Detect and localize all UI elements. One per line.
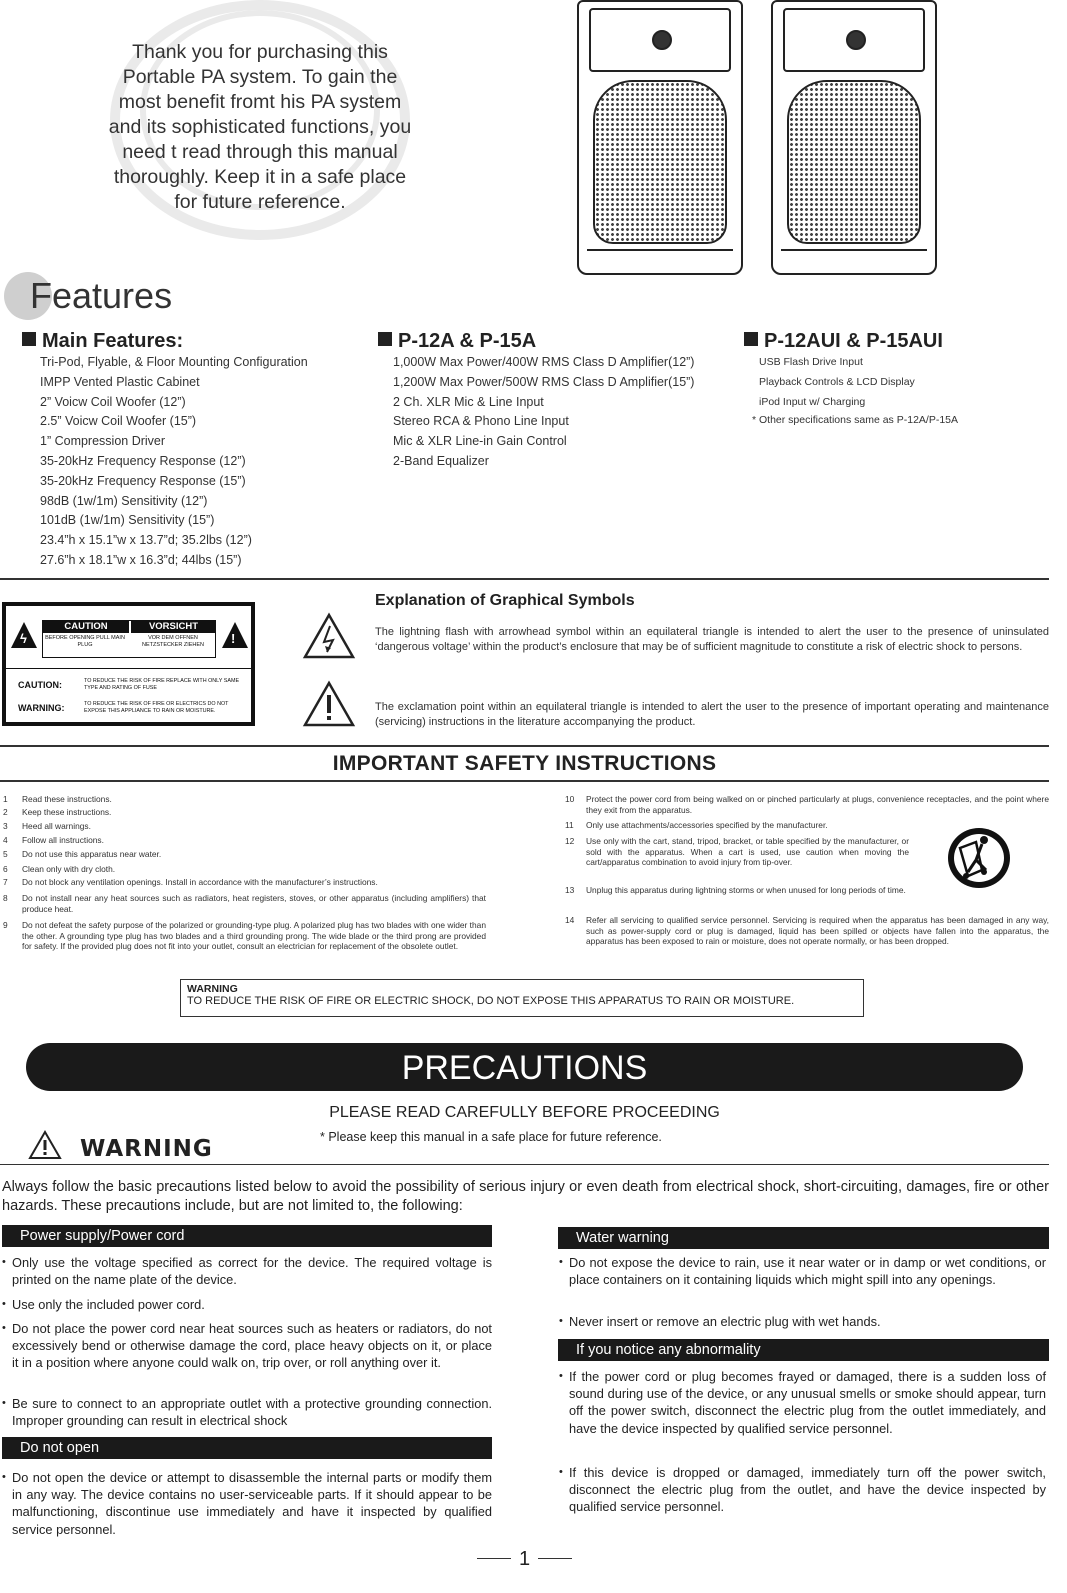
- safety-item: 3 Heed all warnings.: [3, 821, 91, 831]
- main-features-heading: Main Features:: [22, 330, 183, 353]
- warning-label-text: WARNING:: [18, 703, 65, 713]
- list-item: 1,200W Max Power/500W RMS Class D Amplifier(15”): [393, 374, 695, 389]
- lightning-triangle-icon: [302, 612, 356, 660]
- water-heading-bar: Water warning: [558, 1227, 1049, 1249]
- exclamation-triangle-icon: [302, 680, 356, 728]
- divider: [0, 780, 1049, 782]
- caution-header: CAUTION: [43, 621, 129, 633]
- safety-item: 2 Keep these instructions.: [3, 807, 112, 817]
- safety-item: 12 Use only with the cart, stand, tripod, bracket, or table specified by the manufacturer, or sold with the apparatus. When a cart is used, use caution when moving the cart/apparatus combination to avoid injury from tip-over.: [565, 836, 909, 868]
- safety-title: IMPORTANT SAFETY INSTRUCTIONS: [332, 752, 717, 775]
- safety-item: 10 Protect the power cord from being walked on or pinched particularly at plugs, convenience receptacles, and the point where they exit from the apparatus.: [565, 794, 1049, 815]
- abnormality-item: • If the power cord or plug becomes frayed or damaged, there is a sudden loss of sound during use of the device, or any unusual smells or smoke should appear, turn off the power switch, disconnect the electric plug from the outlet immediately, and have the device inspected by qualified service personnel.: [559, 1368, 1046, 1437]
- list-item: 1” Compression Driver: [40, 434, 166, 449]
- abnormality-item: • If this device is dropped or damaged, immediately turn off the power switch, disconnect the electric plug from the outlet, and have the device inspected by qualified service personnel.: [559, 1464, 1046, 1516]
- warning-box-title: WARNING: [187, 983, 238, 995]
- list-item: 98dB (1w/1m) Sensitivity (12”): [40, 493, 208, 508]
- features-title: Features: [30, 275, 173, 316]
- lightning-explanation: The lightning flash with arrowhead symbol within an equilateral triangle is intended to alert the user to the presence of uninsulated ‘dangerous voltage’ within the product’s enclosure that may be of sufficient magnitude to constitute a risk of electric shock to persons.: [375, 626, 1049, 653]
- warning-heading: WARNING: [80, 1136, 213, 1162]
- p12aui-note: * Other specifications same as P-12A/P-15A: [752, 414, 959, 426]
- list-item: 2-Band Equalizer: [393, 453, 489, 468]
- safety-item: 11 Only use attachments/accessories specified by the manufacturer.: [565, 820, 828, 830]
- power-heading-bar: Power supply/Power cord: [2, 1225, 492, 1247]
- precautions-intro: Always follow the basic precautions listed below to avoid the possibility of serious injury or even death from electrical shock, short-circuiting, damages, fire or other hazards. These precautions include, but are not limited to, the following:: [2, 1179, 1049, 1214]
- list-item: 35-20kHz Frequency Response (15”): [40, 473, 246, 488]
- water-item: • Do not expose the device to rain, use it near water or in damp or wet conditions, or place containers on it containing liquids which might spill into any openings.: [559, 1254, 1046, 1288]
- speaker-image: [577, 0, 743, 275]
- safety-item: 13 Unplug this apparatus during lightning storms or when unused for long periods of time.: [565, 885, 906, 895]
- vorsicht-header: VORSICHT: [131, 621, 216, 633]
- main-features-list: [40, 353, 308, 571]
- warning-text: TO REDUCE THE RISK OF FIRE OR ELECTRICS DO NOT EXPOSE THIS APPLIANCE TO RAIN OR MOISTURE.: [84, 701, 229, 714]
- vorsicht-sub: VOR DEM OFFNEN NETZSTECKER ZIEHEN: [141, 635, 205, 648]
- list-item: 23.4”h x 15.1”w x 13.7”d; 35.2lbs (12”): [40, 533, 252, 548]
- list-item: Mic & XLR Line-in Gain Control: [393, 434, 567, 449]
- precautions-subtitle: PLEASE READ CAREFULLY BEFORE PROCEEDING: [329, 1104, 720, 1121]
- power-item: • Be sure to connect to an appropriate outlet with a protective grounding connection. Improper grounding can result in electrical shock: [2, 1395, 492, 1429]
- caution-text: TO REDUCE THE RISK OF FIRE REPLACE WITH ONLY SAME TYPE AND RATING OF FUSE: [84, 678, 240, 691]
- divider: [0, 745, 1049, 747]
- safety-item: 4 Follow all instructions.: [3, 835, 104, 845]
- safety-item: 6 Clean only with dry cloth.: [3, 864, 116, 874]
- list-item: IMPP Vented Plastic Cabinet: [40, 374, 200, 389]
- list-item: 1,000W Max Power/400W RMS Class D Amplifier(12”): [393, 355, 695, 369]
- power-item: • Only use the voltage specified as correct for the device. The required voltage is printed on the name plate of the device.: [2, 1254, 492, 1288]
- divider: [0, 578, 1049, 580]
- power-item: • Do not place the power cord near heat sources such as heaters or radiators, do not excessively bend or otherwise damage the cord, place heavy objects on it, or place it in a position where anyone could walk on, trip over, or roll anything over it.: [2, 1320, 492, 1372]
- warning-triangle-icon: [28, 1130, 62, 1160]
- caution-label-text: CAUTION:: [18, 680, 62, 690]
- list-item: Tri-Pod, Flyable, & Floor Mounting Configuration: [40, 355, 308, 369]
- list-item: USB Flash Drive Input: [759, 356, 863, 368]
- intro-text: Thank you for purchasing this Portable PA system. To gain the most benefit fromt his PA system and its sophisticated functions, you need t read through this manual thoroughly. Keep it in a safe place for future reference.: [108, 41, 412, 213]
- p12aui-heading: P-12AUI & P-15AUI: [744, 330, 943, 353]
- safety-item: 5 Do not use this apparatus near water.: [3, 849, 162, 859]
- safety-item: 8 Do not install near any heat sources such as radiators, heat registers, stoves, or other apparatus (including amplifiers) that produce heat.: [3, 893, 486, 914]
- caution-label: [2, 602, 255, 726]
- list-item: 2.5” Voicw Coil Woofer (15”): [40, 414, 197, 429]
- page-number: 1: [0, 1548, 1049, 1571]
- warning-box-text: TO REDUCE THE RISK OF FIRE OR ELECTRIC SHOCK, DO NOT EXPOSE THIS APPARATUS TO RAIN OR MOISTURE.: [187, 995, 795, 1007]
- list-item: Playback Controls & LCD Display: [759, 375, 915, 388]
- lightning-warning-icon: ϟ: [11, 622, 37, 648]
- caution-sub: BEFORE OPENING PULL MAIN PLUG: [45, 635, 125, 648]
- water-item: • Never insert or remove an electric plug with wet hands.: [559, 1313, 1046, 1330]
- safety-item: 14 Refer all servicing to qualified service personnel. Servicing is required when the apparatus has been damaged in any way, such as power-supply cord or plug is damaged, liquid has been spilled or objects have fallen into the apparatus, the apparatus has been exposed to rain or moisture, does not operate normally, or has been dropped.: [565, 915, 1049, 947]
- cart-tipover-icon: [946, 826, 1012, 890]
- abnormality-heading-bar: If you notice any abnormality: [558, 1339, 1049, 1361]
- exclamation-explanation: The exclamation point within an equilateral triangle is intended to alert the user to the presence of important operating and maintenance (servicing) instructions in the literature accompanying the product.: [375, 701, 1049, 728]
- power-item: • Use only the included power cord.: [2, 1296, 492, 1313]
- list-item: 2” Voicw Coil Woofer (12”): [40, 394, 186, 409]
- list-item: 27.6”h x 18.1”w x 16.3”d; 44lbs (15”): [40, 552, 242, 567]
- p12a-features-list: [393, 353, 694, 472]
- speaker-image: [771, 0, 937, 275]
- list-item: iPod Input w/ Charging: [759, 395, 866, 408]
- safety-item: 9 Do not defeat the safety purpose of the polarized or grounding-type plug. A polarized plug has two blades with one wider than the other. A grounding type plug has two blades and a third grounding prong. The wide blade or the third prong are provided for safety. If the provided plug does not fit into your outlet, consult an electrician for replacement of the obsolete outlet.: [3, 920, 486, 952]
- square-bullet-icon: [744, 332, 758, 346]
- p12aui-features-list: [759, 353, 915, 412]
- safety-item: 1 Read these instructions.: [3, 794, 112, 804]
- safety-item: 7 Do not block any ventilation openings. Install in accordance with the manufacturer’s instructions.: [3, 877, 378, 887]
- divider: [0, 1164, 1049, 1165]
- precautions-note: * Please keep this manual in a safe place for future reference.: [320, 1130, 662, 1144]
- warning-box: [180, 979, 864, 1017]
- open-heading-bar: Do not open: [2, 1437, 492, 1459]
- square-bullet-icon: [22, 332, 36, 346]
- list-item: Stereo RCA & Phono Line Input: [393, 414, 569, 429]
- symbols-title: Explanation of Graphical Symbols: [375, 592, 635, 609]
- list-item: 35-20kHz Frequency Response (12”): [40, 453, 246, 468]
- exclamation-warning-icon: !: [222, 622, 248, 648]
- list-item: 101dB (1w/1m) Sensitivity (15”): [40, 513, 215, 528]
- open-item: • Do not open the device or attempt to disassemble the internal parts or modify them in any way. The device contains no user-serviceable parts. If it should appear to be malfunctioning, discontinue use immediately and have it inspected by qualified service personnel.: [2, 1469, 492, 1538]
- precautions-banner: PRECAUTIONS: [26, 1043, 1023, 1091]
- p12a-heading: P-12A & P-15A: [378, 330, 536, 353]
- list-item: 2 Ch. XLR Mic & Line Input: [393, 394, 544, 409]
- square-bullet-icon: [378, 332, 392, 346]
